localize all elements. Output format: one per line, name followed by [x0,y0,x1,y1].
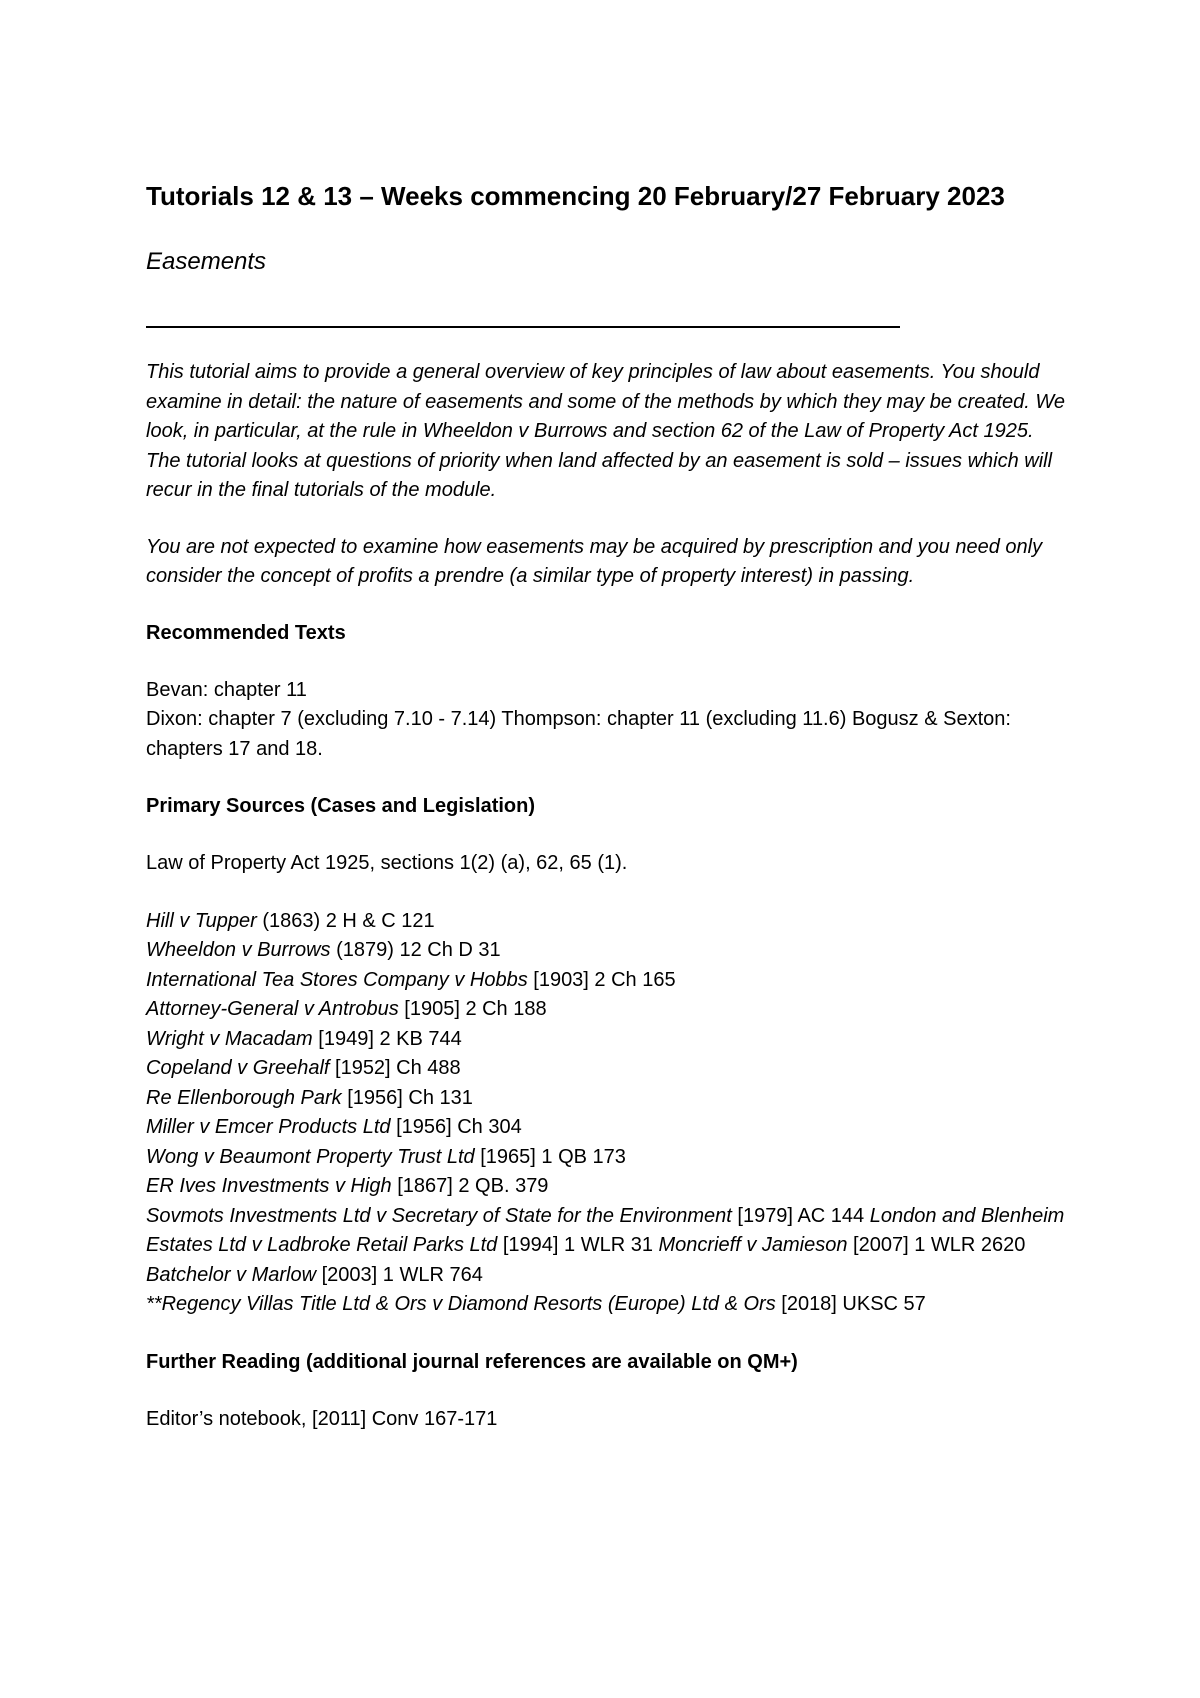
intro-section [146,358,1066,592]
case-name: London and Blenheim Estates Ltd v Ladbroke Retail Parks Ltd [146,1204,1065,1256]
recommended-texts-list [146,676,1066,765]
case-name: Wheeldon v Burrows [146,939,331,961]
case-name: Batchelor v Marlow [146,1263,317,1286]
case-name: Attorney-General v Antrobus [146,998,399,1020]
case-name: International Tea Stores Company v Hobbs [146,968,528,991]
case-name: Moncrieff v Jamieson [658,1234,848,1256]
case-entry [146,1146,626,1168]
intro-paragraph-1: This tutorial aims to provide a general overview of key principles of law about easements. You should examine in detail: the nature of easements and some of the methods by which they may be created. We look, in particular, at the rule in Wheeldon v Burrows and section 62 of the Law of Property Act 1925. The tutorial looks at questions of priority when land affected by an easement is sold – issues which will recur in the final tutorials of the module. [146,361,1066,501]
case-name: Miller v Emcer Products Ltd [146,1116,391,1138]
further-reading-item: Editor’s notebook, [2011] Conv 167-171 [146,1407,498,1430]
case-name: Sovmots Investments Ltd v Secretary of State for the Environment [146,1204,732,1227]
case-citation: [1965] 1 QB 173 [474,1145,626,1168]
further-reading-heading: Further Reading (additional journal references are available on QM+) [146,1350,798,1373]
case-entry [146,1293,926,1315]
case-name: ER Ives Investments v High [146,1175,392,1197]
horizontal-rule [146,326,900,328]
page-subtitle: Easements [146,248,267,275]
case-entry [146,939,501,961]
case-citation: [2003] 1 WLR 764 [316,1263,483,1286]
recommended-text-others: Dixon: chapter 7 (excluding 7.10 - 7.14) Thompson: chapter 11 (excluding 11.6) Bogusz & Sexton: chapters 17 and 18. [146,708,1011,760]
case-citation: (1863) 2 H & C 121 [256,909,435,932]
primary-sources-heading: Primary Sources (Cases and Legislation) [146,795,536,817]
case-name: Copeland v Greehalf [146,1057,330,1079]
case-citation: [1905] 2 Ch 188 [398,998,547,1020]
case-entry [146,1175,548,1197]
case-name: Wright v Macadam [146,1027,313,1050]
recommended-texts-heading: Recommended Texts [146,621,346,644]
case-entry [146,910,435,932]
case-citation: [1994] 1 WLR 31 [497,1234,659,1256]
case-entry [146,1116,522,1138]
case-entry [146,1264,483,1286]
intro-paragraph-2: You are not expected to examine how easements may be acquired by prescription and you need only consider the concept of profits a prendre (a similar type of property interest) in passing. [146,535,1043,587]
recommended-text-bevan: Bevan: chapter 11 [146,678,307,701]
cases-list [146,907,1066,1320]
case-citation: [1949] 2 KB 744 [312,1027,462,1050]
case-citation: [1867] 2 QB. 379 [391,1175,549,1197]
case-citation: [1979] AC 144 [731,1204,870,1227]
case-entry [146,969,676,991]
case-entry [146,1028,462,1050]
case-name: Re Ellenborough Park [146,1086,342,1109]
case-citation: [1903] 2 Ch 165 [527,968,676,991]
case-entry [146,1057,461,1079]
page-title: Tutorials 12 & 13 – Weeks commencing 20 February/27 February 2023 [146,181,1005,211]
case-citation: [2018] UKSC 57 [775,1293,926,1315]
legislation-line: Law of Property Act 1925, sections 1(2) (a), 62, 65 (1). [146,852,628,874]
case-citation: [1956] Ch 131 [341,1086,473,1109]
case-name: **Regency Villas Title Ltd & Ors v Diamond Resorts (Europe) Ltd & Ors [146,1293,776,1315]
case-entry [659,1234,1026,1256]
case-entry [146,1205,870,1227]
case-name: Wong v Beaumont Property Trust Ltd [146,1145,475,1168]
case-citation: [1956] Ch 304 [390,1116,522,1138]
case-citation: [2007] 1 WLR 2620 [847,1234,1026,1256]
case-citation: [1952] Ch 488 [329,1057,461,1079]
case-name: Hill v Tupper [146,909,257,932]
case-entry [146,1087,473,1109]
document-page [146,176,1066,1462]
case-citation: (1879) 12 Ch D 31 [330,939,501,961]
case-entry [146,998,547,1020]
